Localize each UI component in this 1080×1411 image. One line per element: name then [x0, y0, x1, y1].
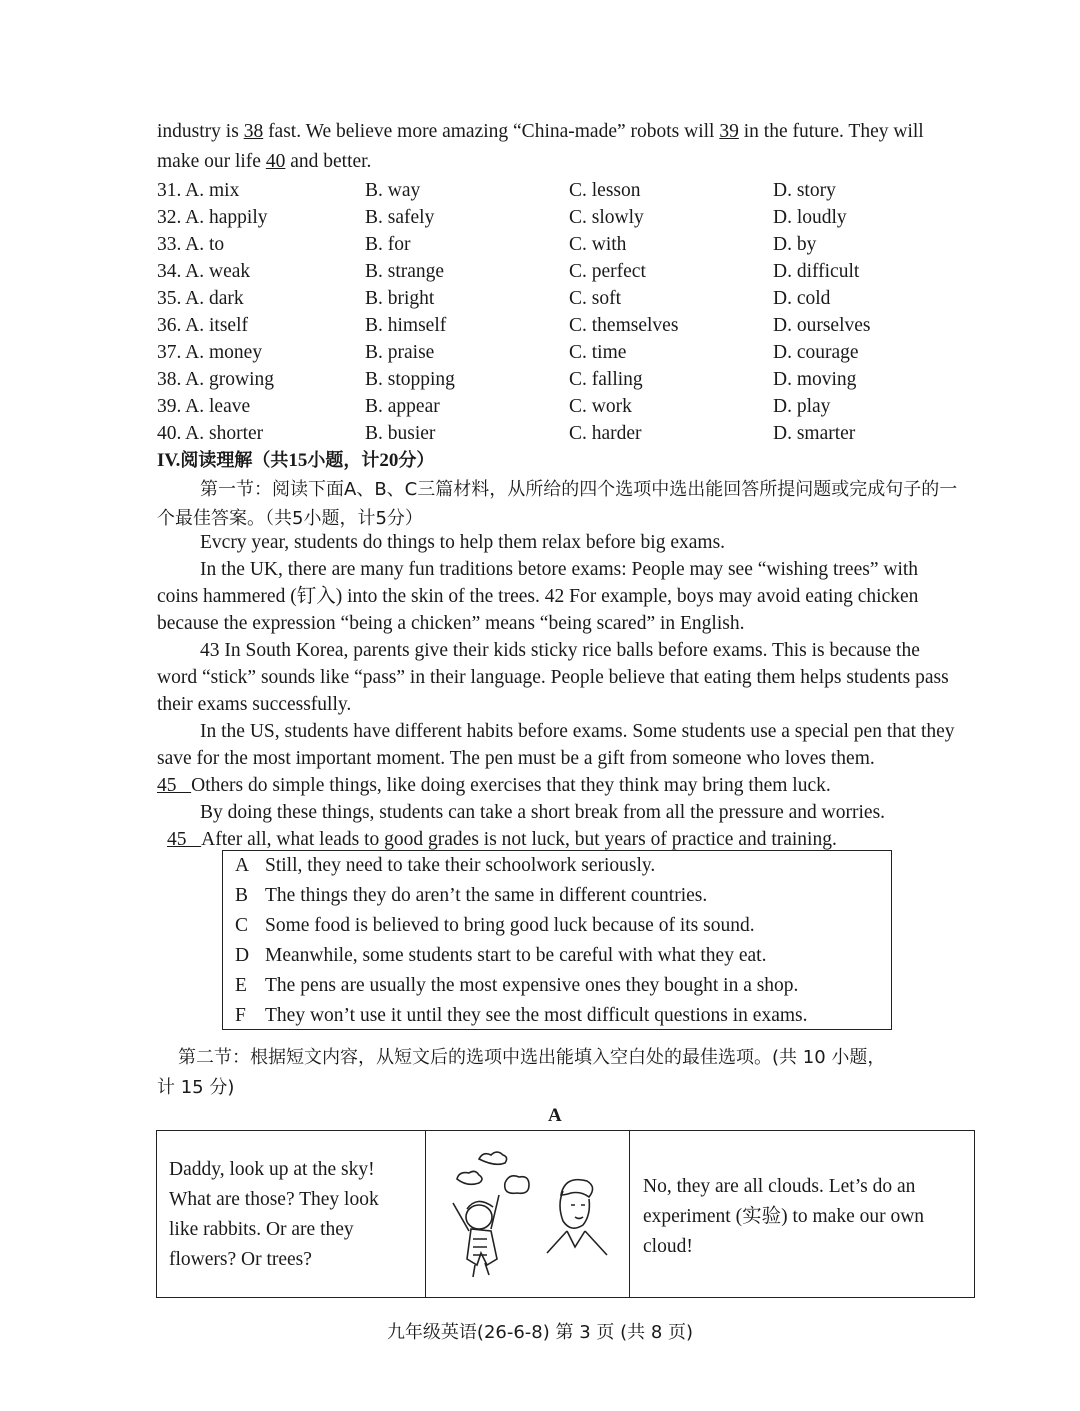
choices-box	[222, 850, 892, 1030]
option-row-36	[157, 312, 937, 339]
option-c: C. falling	[569, 369, 643, 390]
option-d: D. difficult	[773, 261, 860, 282]
option-row-32	[157, 204, 937, 231]
section-heading: IV.阅读理解（共15小题，计20分）	[157, 450, 435, 471]
option-d: D. play	[773, 396, 831, 417]
option-b: B. appear	[365, 396, 440, 417]
option-c: C. with	[569, 234, 627, 255]
choice-d: D Meanwhile, some students start to be careful with what they eat.	[235, 945, 767, 966]
option-a: 32. A. happily	[157, 207, 268, 228]
cloud-icon	[479, 1152, 507, 1164]
cloud-icon	[505, 1176, 529, 1193]
child-speech: Daddy, look up at the sky! What are those? They look like rabbits. Or are they flowers? Or trees?	[169, 1159, 379, 1270]
option-b: B. busier	[365, 423, 436, 444]
page-footer: 九年级英语(26-6-8) 第 3 页 (共 8 页)	[386, 1322, 694, 1343]
option-c: C. slowly	[569, 207, 644, 228]
option-d: D. courage	[773, 342, 859, 363]
option-d: D. loudly	[773, 207, 847, 228]
option-row-37	[157, 339, 937, 366]
blank-number: 45	[157, 775, 177, 796]
cloud-icon	[457, 1171, 482, 1184]
option-b: B. praise	[365, 342, 435, 363]
option-a: 34. A. weak	[157, 261, 251, 282]
choice-a: A Still, they need to take their schoolwork seriously.	[235, 855, 656, 876]
option-a: 40. A. shorter	[157, 423, 264, 444]
option-d: D. story	[773, 180, 836, 201]
father-child-clouds-illustration	[427, 1131, 629, 1297]
option-row-38	[157, 366, 937, 393]
option-d: D. ourselves	[773, 315, 871, 336]
passage-intro-line2: make our life 40 and better.	[157, 151, 372, 172]
option-a: 36. A. itself	[157, 315, 248, 336]
option-b: B. bright	[365, 288, 435, 309]
option-b: B. himself	[365, 315, 447, 336]
passage-paragraph-6: By doing these things, students can take a short break from all the pressure and worries.	[200, 802, 886, 823]
passage-label: A	[548, 1105, 562, 1126]
option-c: C. work	[569, 396, 632, 417]
passage-intro-line1: industry is 38 fast. We believe more amazing “China-made” robots will 39 in the future. They will	[157, 121, 924, 142]
blank-40: 40	[265, 151, 286, 172]
option-c: C. lesson	[569, 180, 641, 201]
passage-paragraph-3: 43 In South Korea, parents give their kids sticky rice balls before exams. This is because the word “stick” sounds like “pass” in their language. People believe that eating them helps students pass their exams successfully.	[157, 640, 949, 715]
option-a: 39. A. leave	[157, 396, 251, 417]
option-d: D. moving	[773, 369, 857, 390]
blank-39: 39	[719, 121, 739, 142]
passage-paragraph-7: 45 After all, what leads to good grades is not luck, but years of practice and training.	[167, 829, 837, 850]
option-c: C. time	[569, 342, 627, 363]
comic-cell-left	[157, 1131, 426, 1297]
option-c: C. themselves	[569, 315, 679, 336]
choice-f: F They won’t use it until they see the most difficult questions in exams.	[235, 1005, 808, 1026]
option-b: B. way	[365, 180, 421, 201]
passage-paragraph-4: In the US, students have different habits before exams. Some students use a special pen that they save for the most important moment. The pen must be a gift from someone who loves them.	[157, 721, 955, 769]
option-row-39	[157, 393, 937, 420]
option-a: 33. A. to	[157, 234, 225, 255]
comic-cell-right	[631, 1131, 974, 1297]
option-b: B. safely	[365, 207, 435, 228]
passage-paragraph-5: 45 Others do simple things, like doing exercises that they think may bring them luck.	[157, 775, 831, 796]
child-head-icon	[466, 1205, 492, 1229]
choice-e: E The pens are usually the most expensive ones they bought in a shop.	[235, 975, 799, 996]
option-row-31	[157, 177, 937, 204]
option-a: 35. A. dark	[157, 288, 244, 309]
comic-cell-illustration	[427, 1131, 630, 1297]
blank-number: 45	[167, 829, 187, 850]
option-b: B. strange	[365, 261, 445, 282]
option-d: D. cold	[773, 288, 831, 309]
option-c: C. harder	[569, 423, 642, 444]
option-a: 37. A. money	[157, 342, 263, 363]
passage-paragraph-1: Evcry year, students do things to help them relax before big exams.	[200, 532, 726, 553]
option-c: C. perfect	[569, 261, 646, 282]
part2-instruction-line1: 第二节：根据短文内容，从短文后的选项中选出能填入空白处的最佳选项。(共 10 小题，	[178, 1047, 886, 1068]
blank-38: 38	[243, 121, 264, 142]
option-c: C. soft	[569, 288, 622, 309]
option-row-34	[157, 258, 937, 285]
option-d: D. smarter	[773, 423, 856, 444]
option-row-35	[157, 285, 937, 312]
option-b: B. stopping	[365, 369, 455, 390]
option-row-33	[157, 231, 937, 258]
option-row-40	[157, 420, 937, 447]
passage-paragraph-2: In the UK, there are many fun traditions betore exams: People may see “wishing trees” with coins hammered (钉入) into the skin of the trees. 42 For example, boys may avoid eating chicken because the expression “being a chicken” means “being scared” in English.	[157, 559, 919, 634]
option-a: 38. A. growing	[157, 369, 274, 390]
choice-b: B The things they do aren’t the same in different countries.	[235, 885, 708, 906]
option-d: D. by	[773, 234, 817, 255]
part2-instruction-line2: 计 15 分)	[157, 1077, 235, 1098]
choice-c: C Some food is believed to bring good luck because of its sound.	[235, 915, 755, 936]
comic-table	[156, 1130, 975, 1298]
part1-instruction: 第一节：阅读下面A、B、C三篇材料，从所给的四个选项中选出能回答所提问题或完成句子的一个最佳答案。（共5小题，计5分）	[157, 479, 958, 529]
father-head-icon	[560, 1191, 589, 1228]
father-speech: No, they are all clouds. Let’s do an experiment (实验) to make our own cloud!	[643, 1176, 925, 1257]
option-b: B. for	[365, 234, 411, 255]
option-a: 31. A. mix	[157, 180, 240, 201]
